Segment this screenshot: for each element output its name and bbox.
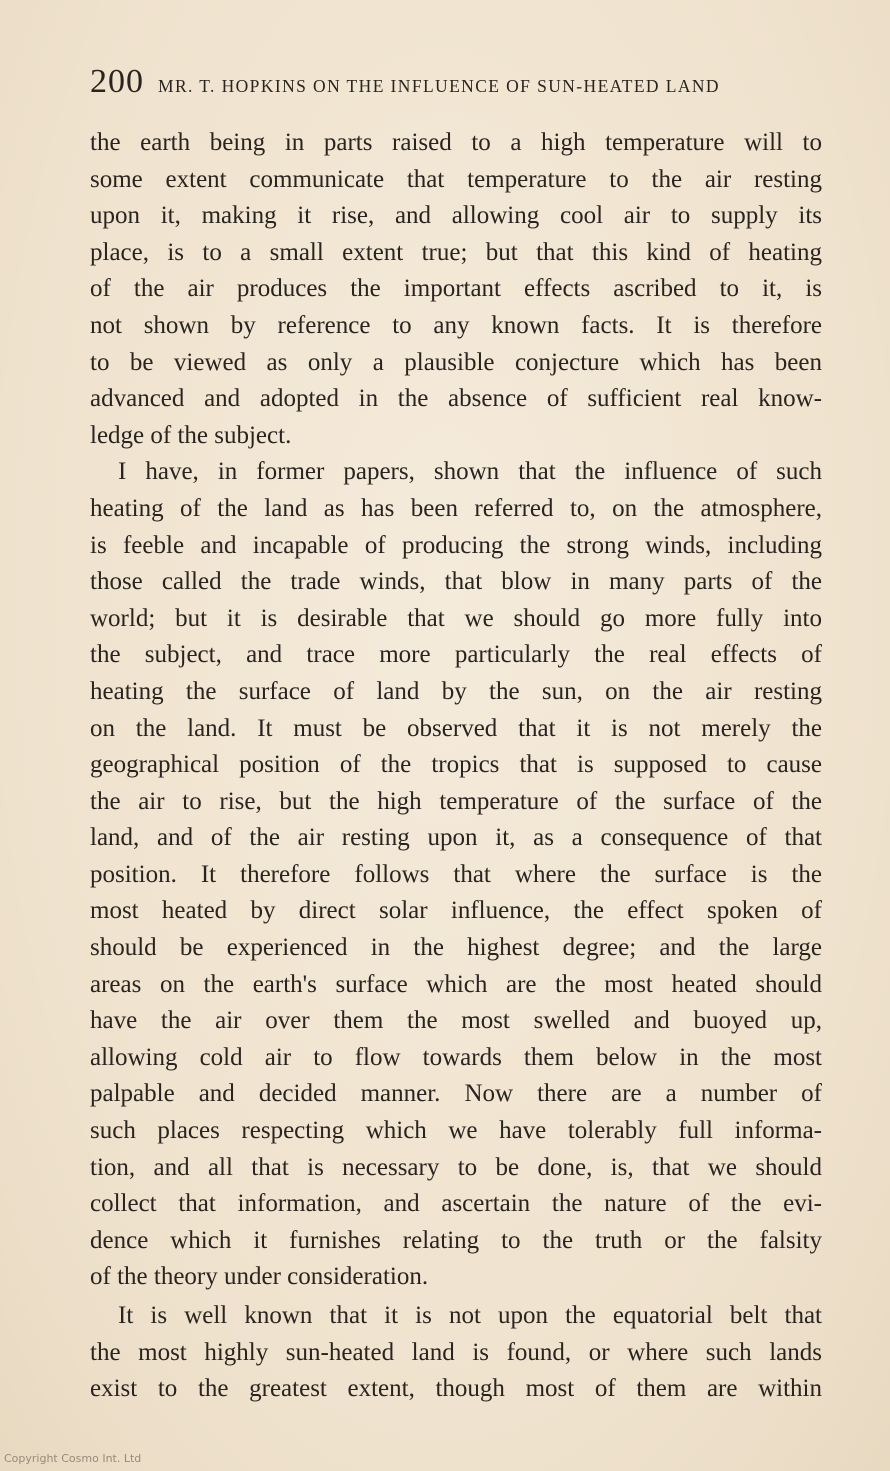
text-line: those called the trade winds, that blow in many parts of the	[90, 568, 822, 596]
text-line: position. It therefore follows that where the surface is the	[90, 860, 822, 888]
text-line: of the theory under consideration.	[90, 1263, 429, 1291]
paragraph-2	[90, 454, 822, 1296]
running-head: MR. T. HOPKINS ON THE INFLUENCE OF SUN-HEATED LAND	[158, 76, 720, 96]
text-line: upon it, making it rise, and allowing cool air to supply its	[90, 202, 822, 230]
text-line: most heated by direct solar influence, the effect spoken of	[90, 897, 822, 925]
text-line: have the air over them the most swelled and buoyed up,	[90, 1007, 822, 1035]
text-line: dence which it furnishes relating to the truth or the falsity	[90, 1226, 822, 1254]
page-header	[90, 62, 822, 112]
text-line: collect that information, and ascertain the nature of the evi-	[90, 1190, 822, 1218]
text-line: of the air produces the important effects ascribed to it, is	[90, 275, 822, 303]
text-line: world; but it is desirable that we should go more fully into	[90, 604, 822, 632]
text-line: geographical position of the tropics that is supposed to cause	[90, 751, 822, 779]
text-line: some extent communicate that temperature to the air resting	[90, 165, 822, 193]
text-line: heating the surface of land by the sun, on the air resting	[90, 677, 822, 705]
text-line: land, and of the air resting upon it, as a consequence of that	[90, 824, 822, 852]
text-line: the air to rise, but the high temperature of the surface of the	[90, 787, 822, 815]
text-line: such places respecting which we have tolerably full informa-	[90, 1117, 822, 1145]
text-line: advanced and adopted in the absence of sufficient real know-	[90, 385, 822, 413]
text-line: should be experienced in the highest degree; and the large	[90, 934, 822, 962]
text-line: tion, and all that is necessary to be done, is, that we should	[90, 1153, 822, 1181]
copyright-watermark: Copyright Cosmo Int. Ltd	[4, 1452, 142, 1465]
paragraph-1	[90, 125, 822, 454]
text-line: ledge of the subject.	[90, 421, 292, 449]
text-line: the most highly sun-heated land is found, or where such lands	[90, 1338, 822, 1366]
text-line: palpable and decided manner. Now there are a number of	[90, 1080, 822, 1108]
text-line: It is well known that it is not upon the equatorial belt that	[118, 1302, 822, 1329]
text-line: areas on the earth's surface which are the most heated should	[90, 970, 822, 998]
text-line: I have, in former papers, shown that the influence of such	[118, 458, 822, 486]
text-line: not shown by reference to any known facts. It is therefore	[90, 311, 822, 339]
text-line: place, is to a small extent true; but that this kind of heating	[90, 238, 822, 266]
text-line: is feeble and incapable of producing the strong winds, including	[90, 531, 822, 559]
text-line: to be viewed as only a plausible conjecture which has been	[90, 348, 822, 376]
text-line: on the land. It must be observed that it is not merely the	[90, 714, 822, 742]
text-line: the subject, and trace more particularly the real effects of	[90, 641, 822, 669]
text-line: exist to the greatest extent, though most of them are within	[90, 1375, 822, 1403]
paragraph-3	[90, 1298, 822, 1408]
page-number: 200	[90, 63, 144, 100]
text-line: the earth being in parts raised to a high temperature will to	[90, 129, 822, 156]
text-line: heating of the land as has been referred to, on the atmosphere,	[90, 494, 822, 522]
body-text	[90, 125, 822, 1408]
text-line: allowing cold air to flow towards them below in the most	[90, 1043, 822, 1071]
